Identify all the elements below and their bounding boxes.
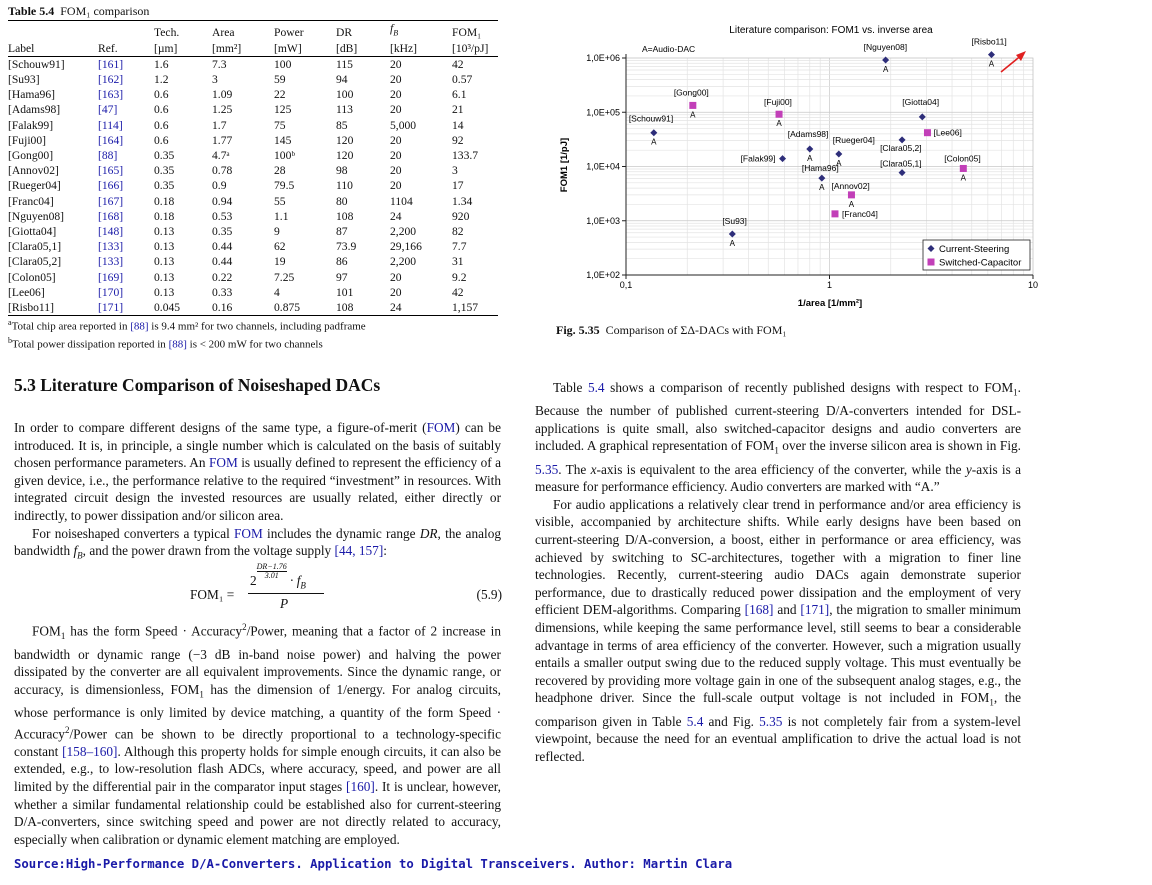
- point-label: [Clara05,2]: [880, 142, 922, 153]
- point-label: [Gong00]: [673, 87, 709, 98]
- cell-fom: 3: [452, 164, 458, 178]
- cell-dr: 120: [336, 148, 354, 162]
- cell-tech: 0.6: [154, 118, 169, 132]
- cell-area: 1.7: [212, 118, 227, 132]
- point-franc04: [831, 210, 838, 217]
- cell-dr: 108: [336, 209, 354, 223]
- table-row: [8, 118, 498, 133]
- cell-fb: 20: [390, 148, 402, 162]
- cell-dr: 113: [336, 103, 353, 117]
- cell-label: [Su93]: [8, 72, 40, 86]
- cell-power: 19: [274, 255, 286, 269]
- point-gong00: [689, 102, 696, 109]
- cell-tech: 0.6: [154, 133, 169, 147]
- cell-fb: 2,200: [390, 255, 417, 269]
- cell-ref[interactable]: [165]: [98, 164, 124, 178]
- cell-area: 0.35: [212, 224, 233, 238]
- cell-label: [Risbo11]: [8, 300, 98, 316]
- cell-label: [Giotta04]: [8, 224, 57, 238]
- point-label: [Franc04]: [841, 208, 878, 219]
- cell-fb: 20: [390, 103, 402, 117]
- table-row: [8, 148, 498, 163]
- chart-title: Literature comparison: FOM1 vs. inverse area: [729, 25, 933, 36]
- cell-fb: 20: [390, 179, 402, 193]
- cell-area: 0.16: [212, 300, 274, 316]
- cell-fb: 20: [390, 57, 402, 71]
- cell-power: 9: [274, 224, 280, 238]
- cell-tech: 0.35: [154, 148, 175, 162]
- footnote-b: $^b$Total power dissipation reported in [88] is < 200 mW for two channels: [8, 335, 323, 351]
- cell-dr: 97: [336, 270, 348, 284]
- y-axis-label: FOM1 [1/pJ]: [559, 137, 570, 193]
- table-row: [8, 178, 498, 193]
- table-header-units-row: Label Ref. [µm] [mm²] [mW] [dB] [kHz] [10³/pJ]: [8, 41, 498, 57]
- cell-area: 3: [212, 72, 218, 86]
- cell-area: 4.7ᵃ: [212, 148, 230, 162]
- cell-fom: 9.2: [452, 270, 467, 284]
- cell-label: [Lee06]: [8, 285, 45, 299]
- paragraph: Table 5.4 shows a comparison of recently published designs with respect to $FOM_1$. Because the number of published current-steering D/A-converters intended for DSL-applications is quite small, also switched-capacitor designs and audio converters are included. A graphical representation of $FOM_1$ over the inverse silicon area is shown in Fig. 5.35. The x-axis is equivalent to the area efficiency of the converter, while the y-axis is a measure for performance efficiency. Audio converters are marked with “A.”: [535, 380, 1021, 495]
- cell-power: 100ᵇ: [274, 148, 295, 162]
- cell-dr: 120: [336, 133, 354, 147]
- cell-ref[interactable]: [163]: [98, 88, 124, 102]
- cell-fom: 1.34: [452, 194, 473, 208]
- cell-ref[interactable]: [88]: [98, 148, 118, 162]
- table-row: [8, 285, 498, 300]
- cell-power: 1.1: [274, 209, 289, 223]
- cell-label: [Clara05,2]: [8, 255, 62, 269]
- audio-marker: A: [776, 119, 782, 129]
- paragraph: $FOM_1$ has the form Speed · Accuracy$^2$/Power, meaning that a factor of 2 increase in bandwidth or dynamic range (−3 dB in-band noise power) and halving the power dissipated by the converter are all equivalent improvements. Since the dynamic range, or accuracy, is dimensionless, $FOM_1$ has the dimension of 1/energy. For analog circuits, whose performance is only limited by device matching, a quantity of the form Speed · Accuracy$^2$/Power can be shown to be directly proportional to a technology-specific constant [158–160]. Although this property holds for simple enough circuits, it can also be extended, e.g., to low-resolution flash ADCs, where accuracy, speed, and power are all limited by the differential pair in the comparator input stages [160]. It is unclear, however, whether a similar fundamental relationship could be established also for current-steering D/A-converters, since switching speed and power are not directly related to accuracy, especially when calibration or dynamic element matching are employed.: [14, 622, 501, 847]
- table-header-row: Tech. Area Power DR $f_B$ FOM₁: [8, 21, 498, 41]
- table-caption: Table 5.4 FOM₁ comparison: [8, 4, 150, 18]
- cell-fom: 92: [452, 133, 464, 147]
- table-row: [8, 87, 498, 102]
- cell-dr: 80: [336, 194, 348, 208]
- cell-dr: 98: [336, 164, 348, 178]
- table-body: [8, 56, 498, 315]
- citation-link[interactable]: [158–160]: [62, 743, 118, 759]
- cell-tech: 0.13: [154, 255, 175, 269]
- cell-tech: 0.35: [154, 179, 175, 193]
- fb-header: $f_B$: [390, 21, 452, 41]
- cell-dr: 101: [336, 285, 354, 299]
- cell-dr: 86: [336, 255, 348, 269]
- cell-label: [Adams98]: [8, 103, 61, 117]
- point-lee06: [924, 129, 931, 136]
- table-ref-link[interactable]: 5.4: [686, 713, 704, 729]
- cell-fom: 0.57: [452, 72, 473, 86]
- cell-fom: 21: [452, 103, 464, 117]
- section-heading: 5.3 Literature Comparison of Noiseshaped DACs: [14, 375, 381, 395]
- cell-fom: 42: [452, 285, 464, 299]
- cell-ref[interactable]: [133]: [98, 255, 124, 269]
- cell-area: 1.25: [212, 103, 233, 117]
- table-row: [8, 72, 498, 87]
- cell-power: 145: [274, 133, 292, 147]
- cell-fom: 7.7: [452, 240, 467, 254]
- cell-tech: 0.13: [154, 270, 175, 284]
- y-tick-label: 1,0E+04: [586, 161, 620, 172]
- cell-tech: 0.13: [154, 224, 175, 238]
- cell-fb: 2,200: [390, 224, 417, 238]
- cell-dr: 94: [336, 72, 348, 86]
- cell-ref[interactable]: [161]: [98, 57, 124, 71]
- citation-link[interactable]: [160]: [346, 778, 375, 794]
- cell-dr: 108: [336, 300, 390, 316]
- cell-fom: 6.1: [452, 88, 467, 102]
- fom-link[interactable]: FOM: [426, 420, 456, 435]
- paragraph: In order to compare different designs of the same type, a figure-of-merit (FOM) can be introduced. It is, in principle, a single number which is calculated on the basis of suitably chosen performance parameters. An FOM is usually defined to represent the efficiency of a given device, i.e., the performance relative to the required “investment” in resources. With integrated circuit design the invested resources are usually related, either directly or indirectly, to power dissipation and/or silicon area.: [14, 420, 501, 523]
- cell-tech: 0.18: [154, 209, 175, 223]
- audio-marker: A: [836, 158, 842, 168]
- cell-fb: 20: [390, 72, 402, 86]
- cell-area: 0.33: [212, 285, 233, 299]
- cell-ref[interactable]: [170]: [98, 285, 124, 299]
- audio-marker: A: [882, 64, 889, 74]
- cell-power: 75: [274, 118, 286, 132]
- cell-fb: 29,166: [390, 240, 422, 254]
- table-row: [8, 133, 498, 148]
- fom-link[interactable]: FOM: [208, 455, 238, 471]
- cell-ref[interactable]: [148]: [98, 224, 124, 238]
- right-column-text: [535, 379, 1021, 765]
- cell-tech: 0.18: [154, 194, 175, 208]
- cell-tech: 1.2: [154, 72, 169, 86]
- cell-fom: 1,157: [452, 300, 498, 316]
- cell-fom: 31: [452, 255, 464, 269]
- cell-fom: 82: [452, 224, 464, 238]
- cell-area: 0.44: [212, 255, 233, 269]
- cell-power: 4: [274, 285, 280, 299]
- cell-dr: 73.9: [336, 240, 357, 254]
- table-row: [8, 209, 498, 224]
- point-label: [Hama96]: [801, 163, 839, 174]
- cell-label: [Fuji00]: [8, 133, 47, 147]
- cell-label: [Franc04]: [8, 194, 54, 208]
- x-tick-label: 0,1: [619, 280, 633, 290]
- chart-legend: [923, 240, 1030, 270]
- table-row: [8, 300, 498, 316]
- source-line: Source:High-Performance D/A-Converters. Application to Digital Transceivers. Author: Martin Clara: [14, 857, 733, 871]
- cell-tech: 0.13: [154, 285, 175, 299]
- table-row: [8, 194, 498, 209]
- left-column-intro: [14, 419, 501, 565]
- cell-fom: 42: [452, 57, 464, 71]
- cell-ref[interactable]: [167]: [98, 194, 124, 208]
- y-tick-label: 1,0E+05: [586, 107, 620, 118]
- fom-scatter-chart: [553, 20, 1053, 316]
- table-row: [8, 102, 498, 117]
- cell-power: 55: [274, 194, 286, 208]
- figure-ref-link[interactable]: 5.35: [535, 461, 559, 477]
- cell-ref[interactable]: [133]: [98, 240, 124, 254]
- legend-current-steering: Current-Steering: [939, 244, 1010, 255]
- point-label: [Giotta04]: [902, 96, 940, 107]
- equation-5-9: FOM₁ = 2 $\frac{DR-1.76}{3.01}$ · $f_B$ P (5.9): [190, 562, 502, 611]
- audio-marker: A: [651, 137, 657, 147]
- point-colon05: [960, 165, 967, 172]
- cell-label: [Annov02]: [8, 164, 59, 178]
- cell-power: 28: [274, 164, 286, 178]
- x-tick-label: 1: [826, 280, 833, 290]
- cell-area: 0.44: [212, 240, 233, 254]
- point-label: [Falak99]: [740, 153, 776, 164]
- point-label: [Su93]: [722, 215, 747, 226]
- cell-label: [Falak99]: [8, 118, 54, 132]
- fom-comparison-table: [8, 20, 498, 316]
- cell-fom: 17: [452, 179, 464, 193]
- cell-tech: 0.13: [154, 240, 175, 254]
- cell-power: 59: [274, 72, 286, 86]
- footnote-ref-link[interactable]: [88]: [130, 320, 149, 333]
- cell-fom: 14: [452, 118, 464, 132]
- point-label: [Fuji00]: [764, 97, 792, 108]
- footnote-a: $^a$Total chip area reported in [88] is 9.4 mm² for two channels, including padframe: [8, 318, 366, 333]
- cell-area: 0.78: [212, 164, 233, 178]
- cell-tech: 0.045: [154, 300, 212, 316]
- cell-tech: 0.6: [154, 88, 169, 102]
- cell-fom: 133.7: [452, 148, 479, 162]
- cell-area: 0.22: [212, 270, 233, 284]
- x-tick-label: 10: [1027, 280, 1039, 290]
- cell-power: 100: [274, 57, 292, 71]
- cell-fb: 20: [390, 270, 402, 284]
- audio-marker: A: [848, 199, 855, 209]
- cell-power: 125: [274, 103, 292, 117]
- cell-label: [Schouw91]: [8, 57, 65, 71]
- figure-caption: Fig. 5.35 Comparison of ΣΔ-DACs with FOM₁: [556, 323, 787, 337]
- cell-fb: 24: [390, 209, 402, 223]
- citation-link[interactable]: [168]: [744, 602, 774, 618]
- cell-area: 0.94: [212, 194, 233, 208]
- citation-link[interactable]: [171]: [800, 602, 830, 618]
- cell-fb: 24: [390, 300, 452, 316]
- comparison-table-block: [8, 4, 500, 351]
- citation-link[interactable]: [44, 157]: [334, 543, 384, 559]
- cell-ref[interactable]: [164]: [98, 133, 124, 147]
- cell-area: 0.53: [212, 209, 233, 223]
- y-tick-label: 1,0E+06: [586, 53, 620, 63]
- cell-power: 79.5: [274, 179, 295, 193]
- figure-ref-link[interactable]: 5.35: [759, 713, 783, 729]
- audio-dac-note: A=Audio-DAC: [642, 44, 696, 54]
- cell-fb: 1104: [390, 194, 413, 208]
- point-label: [Rueger04]: [832, 134, 875, 145]
- table-ref-link[interactable]: 5.4: [587, 380, 605, 395]
- cell-ref[interactable]: [114]: [98, 118, 123, 132]
- legend-square-icon: [928, 259, 935, 266]
- cell-area: 1.09: [212, 88, 233, 102]
- cell-label: [Nguyen08]: [8, 209, 65, 223]
- point-label: [Clara05,1]: [880, 158, 922, 169]
- cell-ref[interactable]: [169]: [98, 270, 124, 284]
- point-fuji00: [776, 111, 783, 118]
- table-row: [8, 254, 498, 269]
- cell-fb: 20: [390, 133, 402, 147]
- point-label: [Schouw91]: [628, 113, 674, 124]
- table-row: [8, 56, 498, 72]
- cell-tech: 0.35: [154, 164, 175, 178]
- x-axis-label: 1/area [1/mm²]: [797, 298, 863, 309]
- audio-marker: A: [988, 59, 995, 69]
- cell-ref[interactable]: [168]: [98, 209, 124, 223]
- cell-area: 0.9: [212, 179, 227, 193]
- y-tick-label: 1,0E+03: [586, 215, 620, 226]
- cell-label: [Rueger04]: [8, 179, 61, 193]
- cell-dr: 110: [336, 179, 353, 193]
- table-row: [8, 239, 498, 254]
- audio-marker: A: [807, 154, 813, 164]
- cell-label: [Hama96]: [8, 88, 55, 102]
- cell-dr: 115: [336, 57, 353, 71]
- cell-fb: 20: [390, 285, 402, 299]
- point-label: [Colon05]: [944, 153, 981, 164]
- point-label: [Adams98]: [787, 129, 829, 140]
- cell-power: 22: [274, 88, 286, 102]
- audio-marker: A: [960, 173, 966, 183]
- paragraph: For audio applications a relatively clear trend in performance and/or area efficiency is visible, accompanied by architecture shifts. While early designs have been based on current-steering D/A-conversion, a boost, either in performance or area efficiency, was achieved by switching to SC-architectures, together with a migration to finer line technologies. Recently, current-steering audio DACs again demonstrate superior performance, due to drastically reduced power dissipation and the employment of very efficient DEM-algorithms. Comparing [168] and [171], the migration to smaller minimum dimensions, while keeping the same performance level, still seems to bear a considerable advantage in terms of area efficiency of the converter. However, such a migration usually entails a smaller output swing due to the reduced supply voltage. This must eventually be recovered by providing more voltage gain in one of the subsequent analog stages, e.g., the headphone driver. Since the full-scale output voltage is not included in $FOM_1$, the comparison given in Table 5.4 and Fig. 5.35 is not completely fair from a system-level viewpoint, because the need for an eventual amplification to drive the actual load is not reflected.: [535, 496, 1022, 764]
- cell-power: 0.875: [274, 300, 336, 316]
- table-row: [8, 224, 498, 239]
- cell-ref[interactable]: [162]: [98, 72, 124, 86]
- audio-marker: A: [729, 238, 735, 248]
- legend-switched-capacitor: Switched-Capacitor: [939, 257, 1022, 269]
- cell-ref[interactable]: [166]: [98, 179, 124, 193]
- cell-power: 62: [274, 240, 286, 254]
- y-tick-label: 1,0E+02: [586, 270, 620, 280]
- fom-link[interactable]: FOM: [234, 525, 263, 541]
- cell-area: 1.77: [212, 133, 233, 147]
- cell-label: [Gong00]: [8, 148, 54, 162]
- paragraph: For noiseshaped converters a typical FOM includes the dynamic range DR, the analog bandwidth $f_B$, and the power drawn from the voltage supply [44, 157]:: [14, 525, 501, 561]
- point-label: [Annov02]: [831, 180, 870, 191]
- cell-label: [Clara05,1]: [8, 240, 62, 254]
- cell-fb: 20: [390, 88, 402, 102]
- cell-dr: 85: [336, 118, 348, 132]
- audio-marker: A: [690, 110, 696, 120]
- cell-dr: 100: [336, 88, 354, 102]
- point-label: [Nguyen08]: [863, 41, 908, 52]
- point-label: [Risbo11]: [971, 36, 1007, 47]
- footnote-ref-link[interactable]: [88]: [168, 338, 187, 351]
- cell-fb: 5,000: [390, 118, 417, 132]
- point-label: [Lee06]: [933, 127, 962, 138]
- point-annov02: [848, 191, 855, 198]
- cell-tech: 1.6: [154, 57, 169, 71]
- cell-power: 7.25: [274, 270, 295, 284]
- cell-fom: 920: [452, 209, 470, 223]
- fraction-bar: [248, 593, 324, 594]
- cell-area: 7.3: [212, 57, 227, 71]
- table-row: [8, 270, 498, 285]
- cell-dr: 87: [336, 224, 348, 238]
- cell-ref[interactable]: [171]: [98, 300, 154, 316]
- cell-ref[interactable]: [47]: [98, 103, 118, 117]
- cell-fb: 20: [390, 164, 402, 178]
- table-row: [8, 163, 498, 178]
- cell-label: [Colon05]: [8, 270, 56, 284]
- left-column-discussion: [14, 619, 501, 848]
- cell-tech: 0.6: [154, 103, 169, 117]
- audio-marker: A: [819, 183, 825, 193]
